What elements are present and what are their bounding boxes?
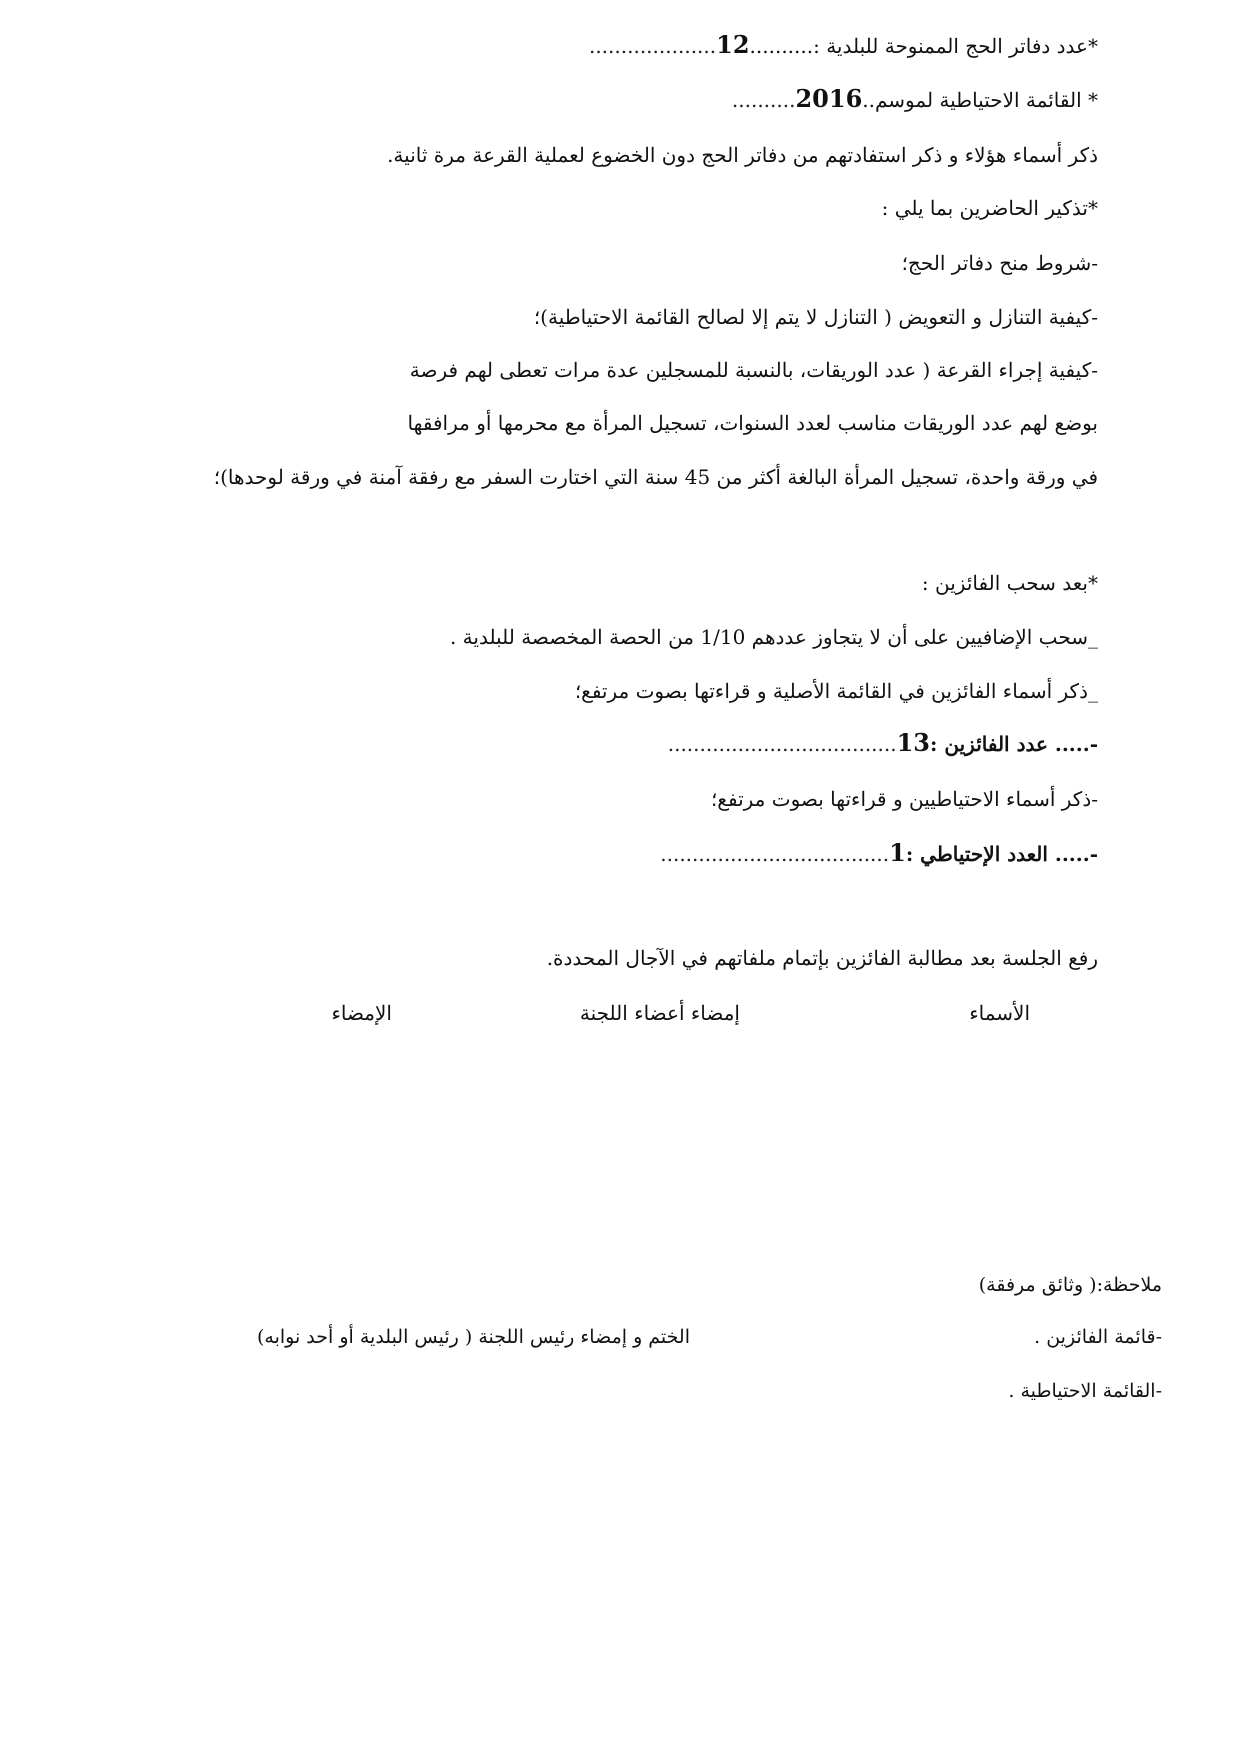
winners-count-line: [98, 728, 1098, 759]
names-mention-paragraph: ذكر أسماء هؤلاء و ذكر استفادتهم من دفاتر الحج دون الخضوع لعملية القرعة مرة ثانية.: [387, 143, 1098, 167]
winners-read-line: _ذكر أسماء الفائزين في القائمة الأصلية و قراءتها بصوت مرتفع؛: [574, 679, 1098, 703]
reserve-season-value: 2016: [795, 84, 863, 113]
after-draw-heading: *بعد سحب الفائزين :: [921, 571, 1098, 595]
reserve-read-line: -ذكر أسماء الاحتياطيين و قراءتها بصوت مرتفع؛: [710, 787, 1098, 811]
note-winners-list: -قائمة الفائزين .: [1034, 1326, 1162, 1348]
reserve-season-label: * القائمة الاحتياطية لموسم..: [862, 88, 1098, 112]
reserve-season-line: [98, 84, 1098, 115]
reserve-count-value: 1: [889, 838, 906, 867]
note-reserve-list: -القائمة الاحتياطية .: [1008, 1380, 1162, 1402]
extra-draw-line: _سحب الإضافيين على أن لا يتجاوز عددهم 1/10 من الحصة المخصصة للبلدية .: [449, 625, 1098, 649]
item-draw-line-3: في ورقة واحدة، تسجيل المرأة البالغة أكثر من 45 سنة التي اختارت السفر مع رفقة آمنة في ورقة لوحدها)؛: [213, 465, 1098, 489]
reserve-season-dots: ..........: [731, 88, 796, 112]
note-stamp-signature: الختم و إمضاء رئيس اللجنة ( رئيس البلدية أو أحد نوابه): [257, 1326, 690, 1348]
signature-column-label: الإمضاء: [331, 1001, 392, 1025]
adjourn-line: رفع الجلسة بعد مطالبة الفائزين بإتمام ملفاتهم في الآجال المحددة.: [546, 946, 1098, 970]
members-signature-label: إمضاء أعضاء اللجنة: [579, 1001, 740, 1025]
reserve-count-label: -..... العدد الإحتياطي :: [905, 842, 1098, 866]
books-count-value: 12: [716, 30, 750, 59]
item-waiver: -كيفية التنازل و التعويض ( التنازل لا يتم إلا لصالح القائمة الاحتياطية)؛: [533, 305, 1098, 329]
reserve-count-line: [98, 838, 1098, 869]
item-conditions: -شروط منح دفاتر الحج؛: [901, 251, 1098, 275]
names-column-label: الأسماء: [969, 1001, 1030, 1025]
notes-heading: ملاحظة:( وثائق مرفقة): [978, 1274, 1162, 1296]
books-count-label: *عدد دفاتر الحج الممنوحة للبلدية :..........: [749, 34, 1098, 58]
item-draw-line-2: بوضع لهم عدد الوريقات مناسب لعدد السنوات، تسجيل المرأة مع محرمها أو مرافقها: [407, 411, 1098, 435]
item-draw-line-1: -كيفية إجراء القرعة ( عدد الوريقات، بالنسبة للمسجلين عدة مرات تعطى لهم فرصة: [409, 358, 1098, 382]
winners-count-label: -..... عدد الفائزين :: [930, 732, 1098, 756]
books-count-line: [98, 30, 1098, 61]
reminder-heading: *تذكير الحاضرين بما يلي :: [881, 196, 1098, 220]
books-count-dots: ....................: [588, 34, 717, 58]
reserve-count-dots: ....................................: [660, 842, 890, 866]
winners-count-dots: ....................................: [667, 732, 897, 756]
winners-count-value: 13: [896, 728, 931, 757]
